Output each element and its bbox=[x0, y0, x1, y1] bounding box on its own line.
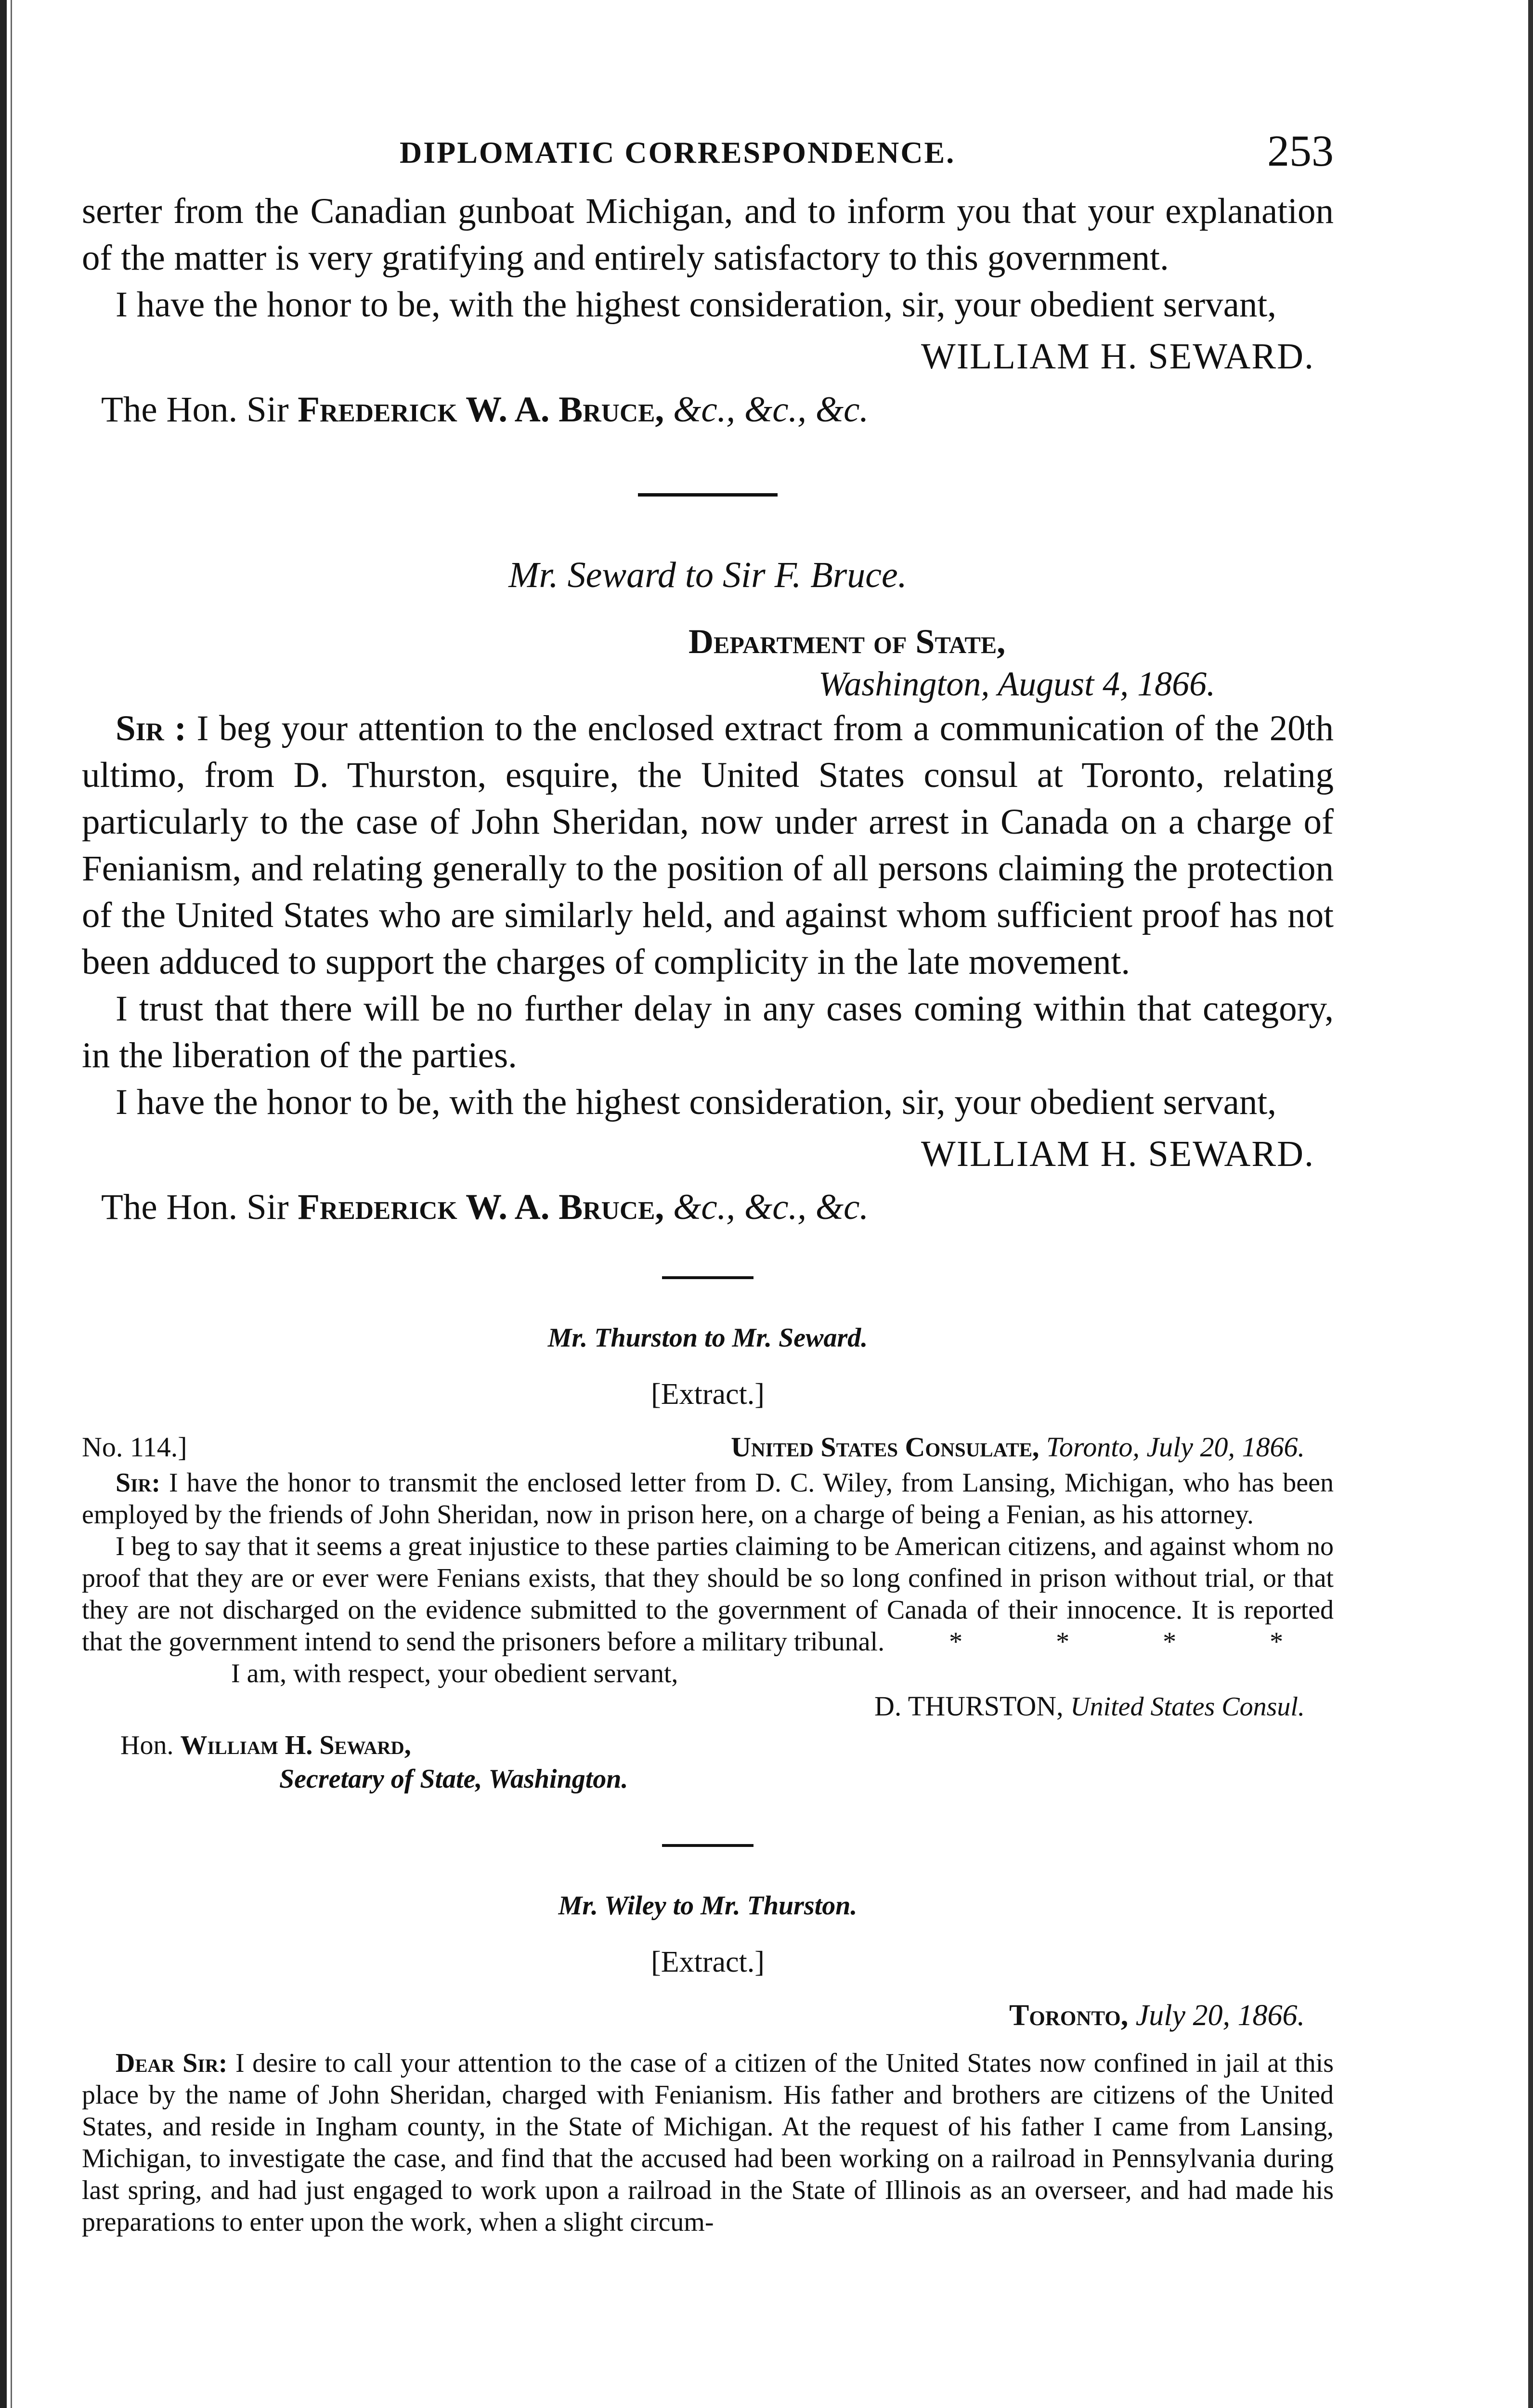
letter1-address bbox=[82, 389, 1334, 431]
letter2-para1 bbox=[82, 705, 1334, 985]
letter2-para1-text: I beg your attention to the enclosed extract from a communication of the 20th ultimo, from D. Thurston, esquire, the United States consul at Toronto, relating particularly to the case of John Sheridan, now under arrest in Canada on a charge of Fenianism, and relating generally to the position of all persons claiming the protection of the United States who are similarly held, and against whom sufficient proof has not been adduced to support the charges of complicity in the late movement. bbox=[82, 708, 1334, 982]
letter4-dateline bbox=[82, 1999, 1305, 2033]
address-name: William H. Seward, bbox=[180, 1730, 411, 1760]
letter2-para2: I trust that there will be no further delay in any cases coming within that category, in the liberation of the parties. bbox=[82, 989, 1334, 1075]
page-edge-left-line bbox=[11, 0, 12, 2408]
letter2-heading: Mr. Seward to Sir F. Bruce. bbox=[508, 555, 907, 595]
letter4-date: July 20, 1866. bbox=[1135, 1999, 1305, 2032]
letter2-place-date: Washington, August 4, 1866. bbox=[818, 665, 1216, 703]
letter3-closing: I am, with respect, your obedient servant, bbox=[231, 1659, 678, 1688]
letter3-para2 bbox=[82, 1531, 1334, 1658]
letter3-address bbox=[82, 1728, 1334, 1796]
letter3-para1 bbox=[82, 1467, 1334, 1531]
section-divider bbox=[662, 1844, 754, 1847]
letter1-continuation: serter from the Canadian gunboat Michigan, and to inform you that your explanation of the matter is very gratifying and entirely satisfactory to this government. bbox=[82, 191, 1334, 278]
letter3-place-date: Toronto, July 20, 1866. bbox=[1046, 1431, 1305, 1463]
letter-wiley-to-thurston bbox=[82, 1890, 1334, 2238]
page-edge-right bbox=[1528, 0, 1533, 2408]
address-prefix: Hon. bbox=[120, 1730, 174, 1760]
letter3-signature-title: United States Consul. bbox=[1070, 1692, 1305, 1722]
page-edge-left bbox=[0, 0, 7, 2408]
letter3-para2-text: I beg to say that it seems a great injustice to these parties claiming to be American citizens, and against whom no proof that they are or ever were Fenians exists, that they should be so long confined in prison without trial, or that they are not discharged on the evidence submitted to the government of Canada of their innocence. It is reported that the government intend to send the prisoners before a military tribunal. bbox=[82, 1531, 1334, 1657]
ellipsis-stars: * * * * bbox=[949, 1627, 1327, 1657]
letter2-department: Department of State, bbox=[689, 622, 1006, 661]
section-divider bbox=[662, 1276, 754, 1279]
letter3-letterhead bbox=[82, 1431, 1334, 1463]
salutation: Dear Sir: bbox=[116, 2048, 228, 2078]
letter2-address bbox=[82, 1187, 1334, 1228]
letter1-closing: I have the honor to be, with the highest consideration, sir, your obedient servant, bbox=[116, 285, 1276, 325]
letter3-number: No. 114.] bbox=[82, 1431, 187, 1463]
letter3-signature bbox=[82, 1689, 1334, 1724]
address-name: Frederick W. A. Bruce, bbox=[298, 1187, 664, 1227]
letter1-signature: WILLIAM H. SEWARD. bbox=[921, 336, 1314, 377]
address-etc: &c., &c., &c. bbox=[673, 390, 869, 430]
letter3-address-line2: Secretary of State, Washington. bbox=[279, 1764, 628, 1794]
letter2-signature: WILLIAM H. SEWARD. bbox=[921, 1134, 1314, 1174]
letter-thurston-to-seward bbox=[82, 1322, 1334, 1796]
address-name: Frederick W. A. Bruce, bbox=[298, 390, 664, 430]
letter3-consulate: United States Consulate, bbox=[731, 1431, 1039, 1463]
letter3-heading: Mr. Thurston to Mr. Seward. bbox=[547, 1323, 868, 1353]
section-divider bbox=[638, 493, 778, 497]
letter3-consulate-line bbox=[731, 1431, 1305, 1463]
document-page bbox=[82, 120, 1334, 2238]
page-header bbox=[82, 120, 1334, 188]
letter3-extract-label: [Extract.] bbox=[651, 1378, 765, 1411]
page-number: 253 bbox=[1267, 126, 1334, 175]
letter2-closing: I have the honor to be, with the highest consideration, sir, your obedient servant, bbox=[116, 1082, 1276, 1122]
letter4-place: Toronto, bbox=[1009, 1999, 1129, 2032]
letter3-signature-name: D. THURSTON, bbox=[874, 1690, 1064, 1722]
letter3-address-line1 bbox=[120, 1728, 1334, 1762]
letter4-para1 bbox=[82, 2047, 1334, 2238]
address-prefix: The Hon. Sir bbox=[101, 390, 289, 430]
letter-seward-continuation bbox=[82, 188, 1334, 431]
letter2-dateline bbox=[689, 620, 1334, 705]
running-title: DIPLOMATIC CORRESPONDENCE. bbox=[400, 135, 956, 170]
letter-seward-to-bruce bbox=[82, 554, 1334, 1228]
letter3-para1-text: I have the honor to transmit the enclosed letter from D. C. Wiley, from Lansing, Michigan, who has been employed by the friends of John Sheridan, now in prison here, on a charge of being a Fenian, as his attorney. bbox=[82, 1468, 1334, 1530]
letter4-extract-label: [Extract.] bbox=[651, 1946, 765, 1978]
salutation: Sir : bbox=[116, 708, 187, 748]
letter4-heading: Mr. Wiley to Mr. Thurston. bbox=[558, 1891, 857, 1921]
address-etc: &c., &c., &c. bbox=[673, 1187, 869, 1227]
address-prefix: The Hon. Sir bbox=[101, 1187, 289, 1227]
salutation: Sir: bbox=[116, 1468, 161, 1498]
letter4-para1-text: I desire to call your attention to the case of a citizen of the United States now confined in jail at this place by the name of John Sheridan, charged with Fenianism. His father and brothers are citizens of the United States, and reside in Ingham county, in the State of Michigan. At the request of his father I came from Lansing, Michigan, to investigate the case, and find that the accused had been working on a railroad in Pennsylvania during last spring, and had just engaged to work upon a railroad in the State of Illinois as an overseer, and had made his preparations to enter upon the work, when a slight circum- bbox=[82, 2048, 1334, 2237]
